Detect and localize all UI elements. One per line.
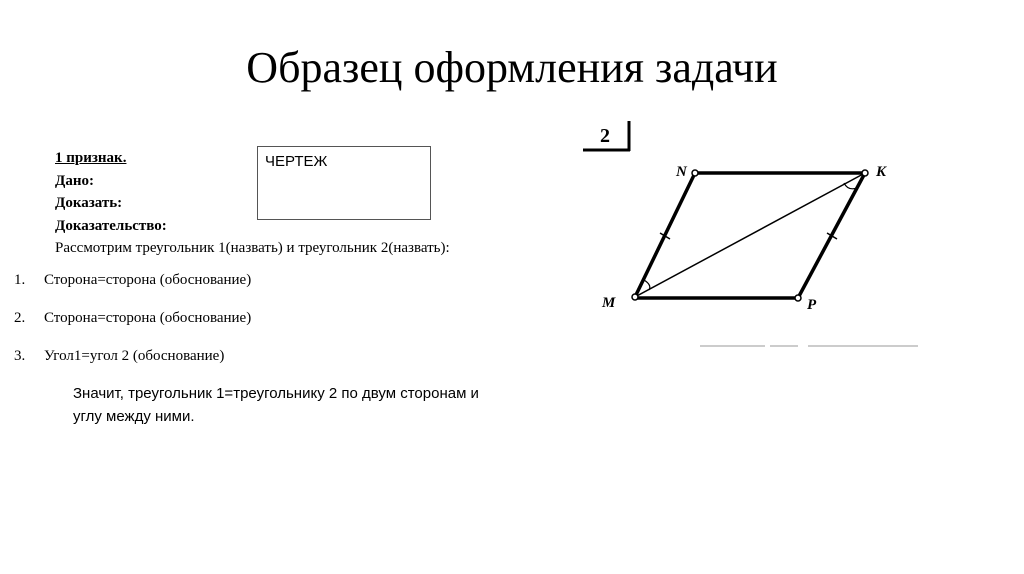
step-number: 3.: [14, 348, 26, 364]
vertex-label-k: K: [876, 164, 887, 180]
angle-arc-m: [644, 280, 650, 290]
step-3: [14, 346, 224, 366]
step-2: [14, 308, 251, 328]
vertex-p-point: [795, 295, 801, 301]
step-1: [14, 270, 251, 290]
vertex-k-point: [862, 170, 868, 176]
prove-label: Доказать:: [55, 195, 123, 211]
vertex-n-point: [692, 170, 698, 176]
problem-number: 2: [600, 125, 610, 147]
step-number: 1.: [14, 272, 26, 288]
step-text: Угол1=угол 2 (обоснование): [44, 348, 225, 364]
conclusion-line-1: Значит, треугольник 1=треугольнику 2 по двум сторонам и: [73, 385, 479, 402]
sign-label: 1 признак.: [55, 150, 127, 166]
vertex-label-p: P: [807, 297, 817, 313]
vertex-label-n: N: [676, 164, 687, 180]
consider-text: Рассмотрим треугольник 1(назвать) и треугольник 2(назвать):: [55, 240, 450, 256]
drawing-box-label: ЧЕРТЕЖ: [265, 153, 328, 170]
step-text: Сторона=сторона (обоснование): [44, 310, 252, 326]
side-mn: [635, 173, 695, 297]
step-number: 2.: [14, 310, 26, 326]
vertex-label-m: M: [602, 295, 616, 311]
conclusion-line-2: углу между ними.: [73, 408, 195, 425]
proof-label: Доказательство:: [55, 217, 167, 234]
step-text: Сторона=сторона (обоснование): [44, 272, 252, 288]
slide-title: Образец оформления задачи: [246, 43, 778, 92]
given-label: Дано:: [55, 172, 94, 189]
conclusion: [73, 382, 573, 428]
vertex-m-point: [632, 294, 638, 300]
drawing-box: [257, 146, 431, 220]
parallelogram-figure: [580, 115, 920, 355]
